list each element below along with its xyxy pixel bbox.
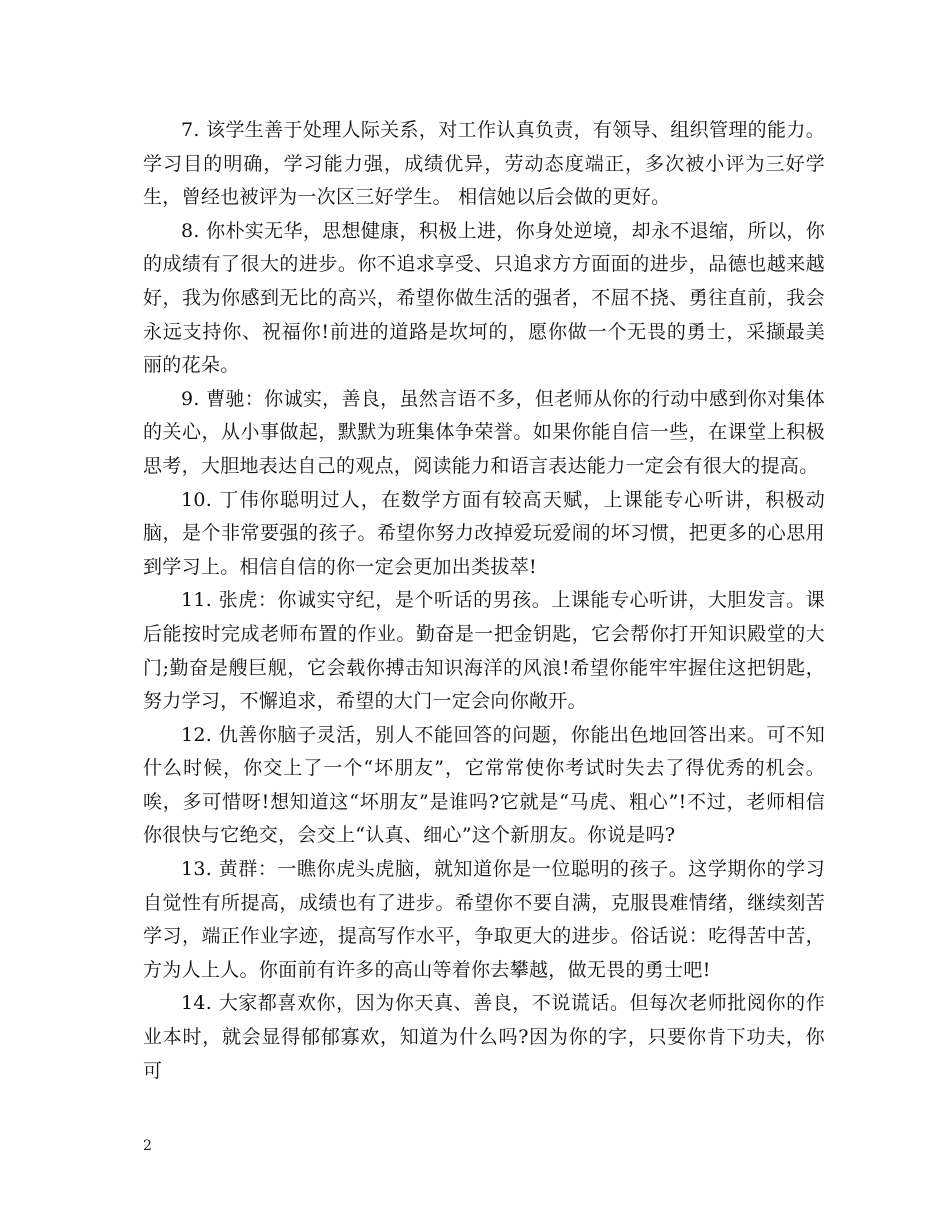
paragraph-7: 7. 该学生善于处理人际关系，对工作认真负责，有领导、组织管理的能力。学习目的明确，学习能力强，成绩优异，劳动态度端正，多次被小评为三好学生，曾经也被评为一次区三好学生。 相信她以后会做的更好。 xyxy=(143,119,825,209)
page-number: 2 xyxy=(143,1138,152,1154)
paragraph-9: 9. 曹驰：你诚实，善良，虽然言语不多，但老师从你的行动中感到你对集体的关心，从小事做起，默默为班集体争荣誉。如果你能自信一些，在课堂上积极思考，大胆地表达自己的观点，阅读能力和语言表达能力一定会有很大的提高。 xyxy=(143,387,825,477)
paragraph-13: 13. 黄群：一瞧你虎头虎脑，就知道你是一位聪明的孩子。这学期你的学习自觉性有所提高，成绩也有了进步。希望你不要自满，克服畏难情绪，继续刻苦学习，端正作业字迹，提高写作水平，争取更大的进步。俗话说：吃得苦中苦，方为人上人。你面前有许多的高山等着你去攀越，做无畏的勇士吧! xyxy=(143,858,825,981)
paragraph-8: 8. 你朴实无华，思想健康，积极上进，你身处逆境，却永不退缩，所以，你的成绩有了很大的进步。你不追求享受、只追求方方面面的进步，品德也越来越好，我为你感到无比的高兴，希望你做生活的强者，不屈不挠、勇往直前，我会永远支持你、祝福你!前进的道路是坎坷的，愿你做一个无畏的勇士，采撷最美丽的花朵。 xyxy=(143,219,825,377)
document-body xyxy=(143,114,825,1088)
paragraph-10: 10. 丁伟你聪明过人，在数学方面有较高天赋，上课能专心听讲，积极动脑，是个非常要强的孩子。希望你努力改掉爱玩爱闹的坏习惯，把更多的心思用到学习上。相信自信的你一定会更加出类拔萃! xyxy=(143,488,825,578)
paragraph-14: 14. 大家都喜欢你，因为你天真、善良，不说谎话。但每次老师批阅你的作业本时，就会显得郁郁寡欢，知道为什么吗?因为你的字，只要你肯下功夫，你可 xyxy=(143,992,825,1082)
paragraph-12: 12. 仇善你脑子灵活，别人不能回答的问题，你能出色地回答出来。可不知什么时候，你交上了一个“坏朋友”，它常常使你考试时失去了得优秀的机会。唉，多可惜呀!想知道这“坏朋友”是谁吗?它就是“马虎、粗心”!不过，老师相信你很快与它绝交，会交上“认真、细心”这个新朋友。你说是吗? xyxy=(143,723,825,847)
paragraph-11: 11. 张虎：你诚实守纪，是个听话的男孩。上课能专心听讲，大胆发言。课后能按时完成老师布置的作业。勤奋是一把金钥匙，它会帮你打开知识殿堂的大门;勤奋是艘巨舰，它会载你搏击知识海洋的风浪!希望你能牢牢握住这把钥匙，努力学习，不懈追求，希望的大门一定会向你敞开。 xyxy=(143,589,825,713)
